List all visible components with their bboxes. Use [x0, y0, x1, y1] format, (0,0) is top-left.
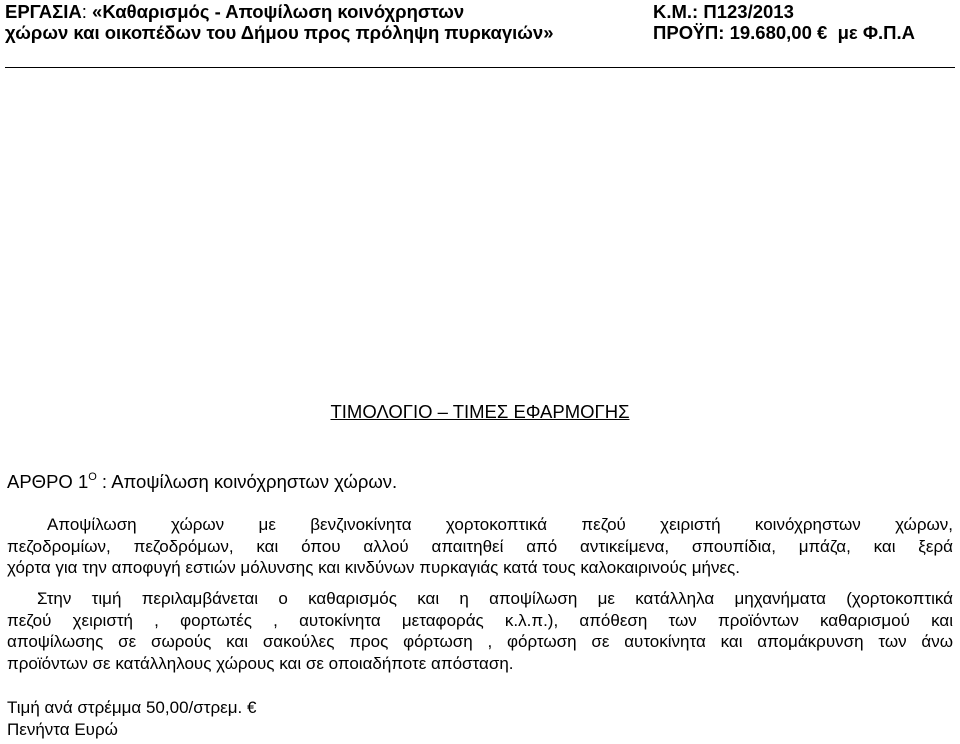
paragraph-line: πεζού χειριστή , φορτωτές , αυτοκίνητα μεταφοράς κ.λ.π.), απόθεση των προϊόντων καθαρισμού και — [7, 610, 953, 630]
project-title-text: «Καθαρισμός - Αποψίλωση κοινόχρηστων — [92, 1, 465, 22]
euro-icon: € — [246, 698, 257, 717]
unit-price-in-words: Πενήντα Ευρώ — [7, 720, 118, 739]
description-paragraph — [7, 514, 953, 579]
article-number: ΑΡΘΡΟ 1 — [7, 471, 89, 492]
project-label: ΕΡΓΑΣΙΑ — [5, 1, 82, 22]
paragraph-line: πεζοδρομίων, πεζοδρόμων, και όπου αλλού απαιτηθεί από αντικείμενα, σπουπίδια, μπάζα, και ξερά — [7, 536, 953, 556]
paragraph-line: προϊόντων σε κατάλληλους χώρους και σε οποιαδήποτε απόσταση. — [7, 653, 514, 673]
article-title: : Αποψίλωση κοινόχρηστων χώρων. — [96, 471, 398, 492]
project-title-line-2: χώρων και οικοπέδων του Δήμου προς πρόληψη πυρκαγιών» — [5, 22, 554, 43]
unit-price — [7, 697, 256, 719]
article-number-superscript: Ο — [88, 471, 97, 483]
paragraph-line: χόρτα για την αποφυγή εστιών μόλυνσης και κινδύνων πυρκαγιάς κατά τους καλοκαιρινούς μήνες. — [7, 558, 740, 577]
price-includes-paragraph — [7, 588, 953, 674]
article-heading — [7, 465, 397, 494]
euro-icon: € — [817, 22, 828, 43]
budget-amount: ΠΡΟΫΠ: 19.680,00 — [653, 22, 818, 43]
paragraph-line: αποψίλωσης σε σωρούς και σακούλες προς φόρτωση , φόρτωση σε αυτοκίνητα και απομάκρυνση των άνω — [7, 632, 953, 651]
unit-price-text: Τιμή ανά στρέμμα 50,00/στρεμ. — [7, 698, 247, 717]
project-code: Κ.Μ.: Π123/2013 — [653, 1, 794, 22]
paragraph-line: Στην τιμή περιλαμβάνεται ο καθαρισμός και η αποψίλωση με κατάλληλα μηχανήματα (χορτοκοπτικά — [37, 589, 953, 608]
page-title-text: ΤΙΜΟΛΟΓΙΟ – ΤΙΜΕΣ ΕΦΑΡΜΟΓΗΣ — [330, 401, 630, 422]
project-label-colon: : — [81, 1, 93, 22]
page-title — [0, 400, 960, 424]
budget-vat-note: με Φ.Π.Α — [827, 22, 916, 43]
document-header — [5, 0, 955, 68]
project-title-line-1 — [5, 1, 464, 22]
project-budget — [653, 22, 915, 43]
paragraph-line: Αποψίλωση χώρων με βενζινοκίνητα χορτοκοπτικά πεζού χειριστή κοινόχρηστων χώρων, — [47, 515, 953, 534]
